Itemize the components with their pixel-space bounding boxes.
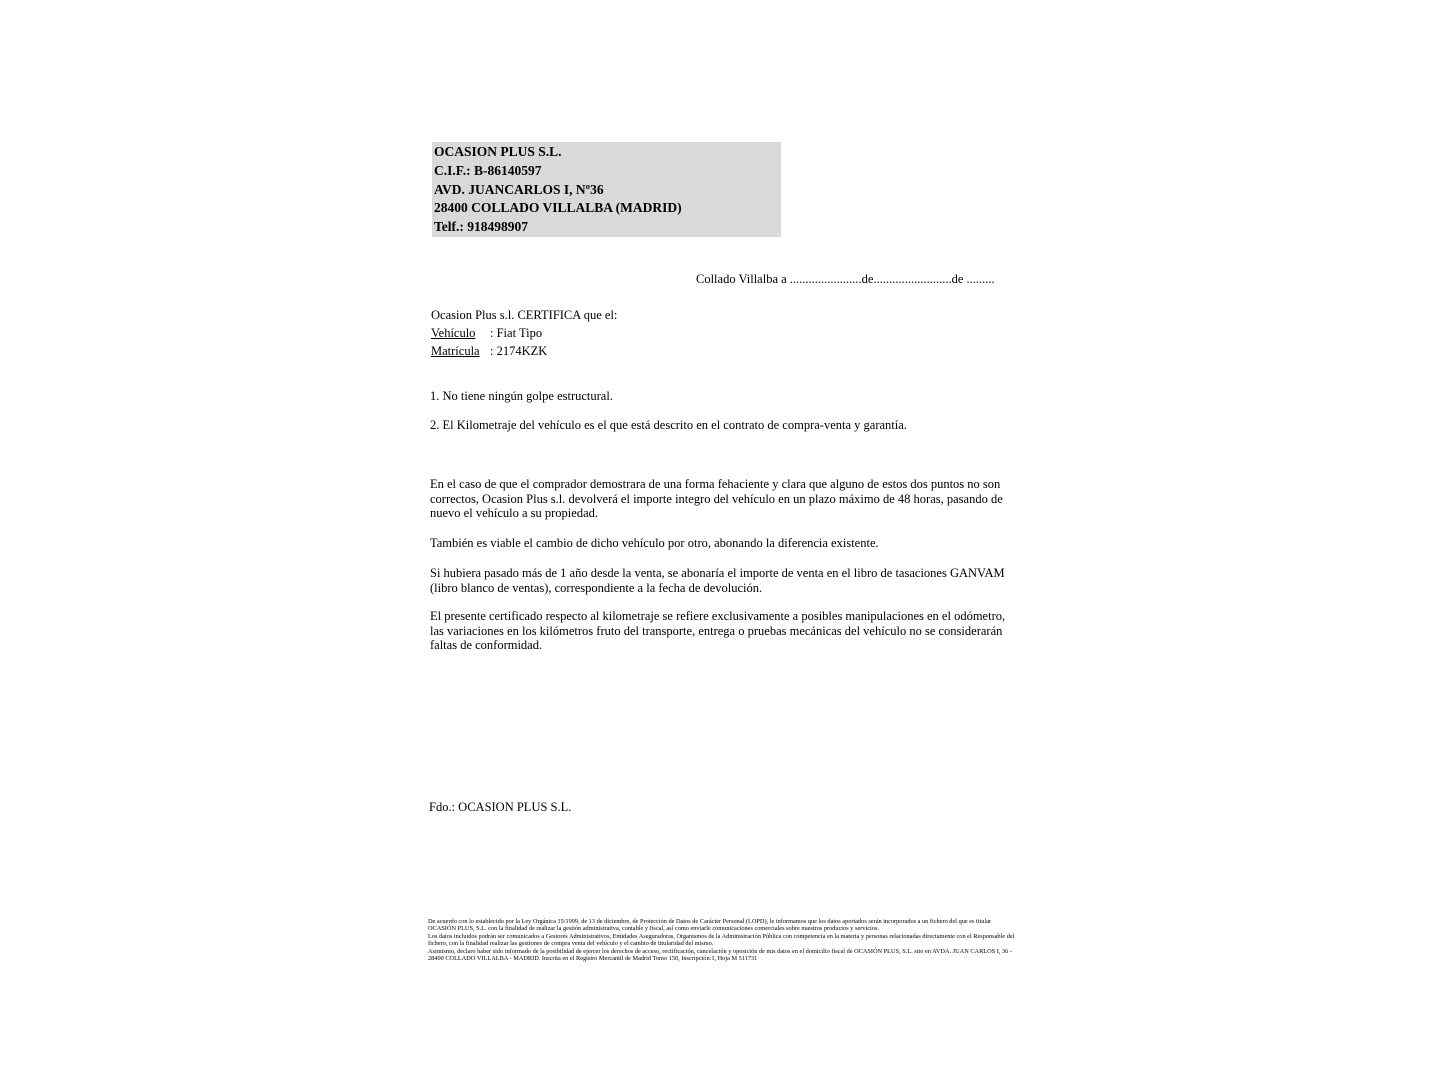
vehicle-field-label: Vehículo [431,326,476,340]
date-line: Collado Villalba a .......................de.........................de ......... [696,272,995,286]
signature-line: Fdo.: OCASION PLUS S.L. [429,800,572,814]
company-address: AVD. JUANCARLOS I, Nº36 [434,181,604,197]
body-paragraph-exchange: También es viable el cambio de dicho vehículo por otro, abonando la diferencia existente. [430,536,879,550]
plate-field-value: : 2174KZK [490,344,548,358]
vehicle-field-value: : Fiat Tipo [490,326,543,340]
legal-footer-paragraph-derechos: Asimismo, declaro haber sido informado de la posibilidad de ejercer los derechos de acceso, rectificación, cancelación y oposición de mis datos en el domicilio fiscal de OCASIÓN PLUS, S.L. sito en AVDA. JUAN CARLOS I, 36 - 28400 COLLADO VILLALBA - MADRID. Inscrita en el Registro Mercantil de Madrid Tomo 150, Inscripción:1, Hoja M 511731 [428,947,1012,963]
body-paragraph-ganvam: Si hubiera pasado más de 1 año desde la venta, se abonaría el importe de venta en el libro de tasaciones GANVAM (libro blanco de ventas), correspondiente a la fecha de devolución. [430,566,1005,595]
legal-footer [428,918,1019,962]
vehicle-field [431,324,617,342]
certification-point-2: 2. El Kilometraje del vehículo es el que está descrito en el contrato de compra-venta y garantía. [430,418,907,432]
body-paragraph-refund: En el caso de que el comprador demostrara de una forma fehaciente y clara que alguno de estos dos puntos no son correctos, Ocasion Plus s.l. devolverá el importe integro del vehículo en un plazo máximo de 48 horas, pasando de nuevo el vehículo a su propiedad. [430,477,1003,521]
certify-intro: Ocasion Plus s.l. CERTIFICA que el: [431,308,618,322]
plate-field [431,342,617,360]
body-paragraph-odometer: El presente certificado respecto al kilometraje se refiere exclusivamente a posibles manipulaciones en el odómetro, las variaciones en los kilómetros fruto del transporte, entrega o pruebas mecánicas del vehículo no se considerarán faltas de conformidad. [430,609,1006,653]
plate-field-label: Matrícula [431,344,480,358]
company-header-box [432,142,781,237]
company-phone: Telf.: 918498907 [434,219,528,235]
legal-footer-paragraph-datos: Los datos incluidos podrán ser comunicados a Gestores Administrativos, Entidades Aseguradoras, Organismos de la Administración Pública con competencia en la materia y personas relacionadas directamente con el Responsable del fichero, con la finalidad realizar las gestiones de compra venta del vehículo y el cambio de titularidad del mismo. [428,932,1015,948]
company-city: 28400 COLLADO VILLALBA (MADRID) [434,200,682,216]
company-name: OCASION PLUS S.L. [434,144,562,159]
certificate-block [431,306,617,360]
company-cif: C.I.F.: B-86140597 [434,162,542,178]
certification-point-1: 1. No tiene ningún golpe estructural. [430,389,613,403]
legal-footer-paragraph-lopd: De acuerdo con lo establecido por la Ley Orgánica 15/1999, de 13 de diciembre, de Protección de Datos de Carácter Personal (LOPD), le informamos que los datos aportados serán incorporados a un fichero del que es titular OCASIÓN PLUS, S.L. con la finalidad de realizar la gestión administrativa, contable y fiscal, así como enviarle comunicaciones comerciales sobre nuestros productos y servicios. [428,918,992,933]
